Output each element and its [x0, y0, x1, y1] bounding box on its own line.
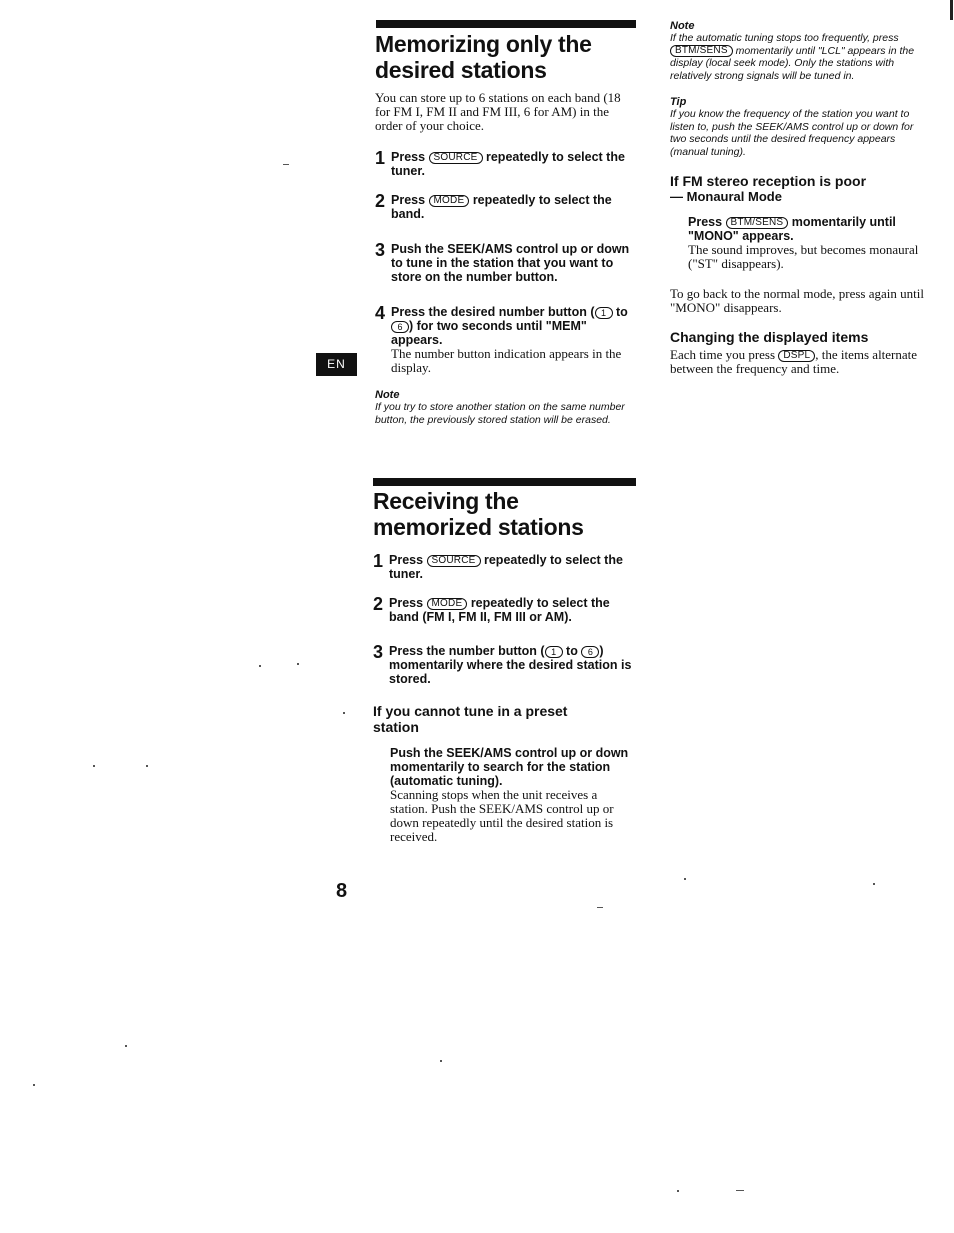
- step-number: 4: [375, 303, 386, 323]
- fm-back-text: To go back to the normal mode, press again until "MONO" disappears.: [670, 286, 924, 315]
- display-text: Each time you press DSPL , the items alternate between the frequency and time.: [670, 347, 918, 376]
- mode-button-icon: MODE: [427, 598, 468, 610]
- page-number: 8: [336, 880, 348, 902]
- fm-step: Press BTM/SENS momentarily until "MONO" appears. The sound improves, but becomes monaural ("ST" disappears).: [688, 215, 928, 271]
- scan-speck: [297, 663, 299, 665]
- subheading: If you cannot tune in a preset station: [373, 703, 568, 735]
- display-heading: Changing the displayed items: [670, 329, 869, 345]
- scan-speck: [440, 1060, 442, 1062]
- fm-heading: If FM stereo reception is poor: [670, 173, 867, 189]
- number-button-1-icon: 1: [595, 307, 613, 319]
- scan-speck: [736, 1190, 744, 1191]
- step-number: 1: [375, 148, 386, 168]
- note-label: Note: [375, 389, 400, 401]
- section-rule: [373, 478, 636, 486]
- scan-speck: [146, 765, 148, 767]
- number-button-1-icon: 1: [545, 646, 563, 658]
- scan-speck: [343, 712, 345, 714]
- note-block: [375, 389, 637, 426]
- btm-sens-button-icon: BTM/SENS: [670, 45, 733, 57]
- preset-instruction: Push the SEEK/AMS control up or down momentarily to search for the station (automatic tuning).: [390, 746, 629, 788]
- note-label: Note: [670, 20, 695, 32]
- fm-subheading: — Monaural Mode: [670, 189, 782, 204]
- step-2: 2 Press MODE repeatedly to select the band (FM I, FM II, FM III or AM).: [373, 594, 610, 624]
- step-number: 2: [373, 594, 384, 614]
- tip-text: If you know the frequency of the station you want to listen to, push the SEEK/AMS control up or down for two seconds until the desired frequency appears (manual tuning).: [670, 108, 914, 158]
- step-number: 3: [373, 642, 384, 662]
- source-button-icon: SOURCE: [427, 555, 481, 567]
- scan-speck: [597, 907, 603, 908]
- btm-sens-button-icon: BTM/SENS: [726, 217, 789, 229]
- note-text: If you try to store another station on the same number button, the previously stored station will be erased.: [375, 401, 625, 426]
- right-note: [670, 20, 932, 82]
- scan-speck: [93, 765, 95, 767]
- tip-label: Tip: [670, 96, 687, 108]
- step-number: 1: [373, 551, 384, 571]
- step-3: 3 Press the number button ( 1 to 6 ) momentarily where the desired station is stored.: [373, 642, 632, 686]
- intro-paragraph: You can store up to 6 stations on each band (18 for FM I, FM II and FM III, 6 for AM) in the order of your choice.: [375, 90, 621, 133]
- step-3: 3 Push the SEEK/AMS control up or down to tune in the station that you want to store on the number button.: [375, 240, 630, 284]
- scan-edge-mark: [950, 0, 953, 20]
- step-1: 1 Press SOURCE repeatedly to select the tuner.: [373, 551, 623, 581]
- source-button-icon: SOURCE: [429, 152, 483, 164]
- scan-speck: [283, 164, 289, 165]
- section-title: Memorizing only the desired stations: [375, 31, 592, 83]
- step-number: 3: [375, 240, 386, 260]
- step-4: 4 Press the desired number button ( 1 to 6 ) for two seconds until "MEM" appears. The number button indication appears in the display.: [375, 305, 637, 375]
- step-number: 2: [375, 191, 386, 211]
- number-button-6-icon: 6: [391, 321, 409, 333]
- scan-speck: [259, 665, 261, 667]
- scan-speck: [873, 883, 875, 885]
- step-detail: The number button indication appears in the display.: [391, 346, 622, 375]
- scan-speck: [33, 1084, 35, 1086]
- step-1: 1 Press SOURCE repeatedly to select the tuner.: [375, 148, 625, 178]
- scan-speck: [677, 1190, 679, 1192]
- scan-speck: [684, 878, 686, 880]
- preset-help: [390, 746, 637, 844]
- note-text: If the automatic tuning stops too frequently, press BTM/SENS momentarily until "LCL" appears in the display (local seek mode). Only the stations with relatively strong signals will be tuned in.: [670, 32, 915, 82]
- language-tab: EN: [316, 353, 357, 376]
- fm-section: [670, 173, 935, 205]
- section-title: Receiving the memorized stations: [373, 488, 584, 540]
- number-button-6-icon: 6: [581, 646, 599, 658]
- scan-speck: [125, 1045, 127, 1047]
- section-rule: [376, 20, 636, 28]
- dspl-button-icon: DSPL: [778, 350, 815, 362]
- preset-detail: Scanning stops when the unit receives a station. Push the SEEK/AMS control up or down repeatedly until the desired station is received.: [390, 787, 614, 844]
- mode-button-icon: MODE: [429, 195, 470, 207]
- fm-detail: The sound improves, but becomes monaural ("ST" disappears).: [688, 242, 919, 271]
- step-2: 2 Press MODE repeatedly to select the band.: [375, 191, 612, 221]
- tip-block: [670, 96, 932, 158]
